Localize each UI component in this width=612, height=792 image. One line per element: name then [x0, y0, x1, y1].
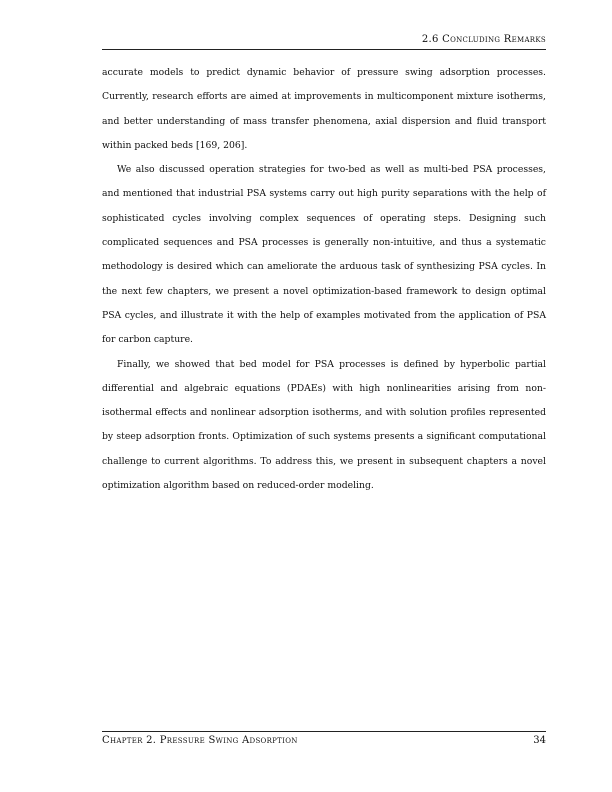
paragraph-operation-strategies: We also discussed operation strategies for two-bed as well as multi-bed PSA processes, and mentioned that industrial PSA systems carry out high purity separations with the help of sophisticated cycles involving complex sequences of operating steps. Designing such complicated sequences and PSA processes is generally non-intuitive, and thus a systematic methodology is desired which can ameliorate the arduous task of synthesizing PSA cycles. In the next few chapters, we present a novel optimization-based framework to design optimal PSA cycles, and illustrate it with the help of examples motivated from the application of PSA for carbon capture.: [102, 164, 546, 346]
paragraph-bed-model: Finally, we showed that bed model for PSA processes is defined by hyperbolic partial differential and algebraic equations (PDAEs) with high nonlinearities arising from non-isothermal effects and nonlinear adsorption isotherms, and with solution profiles represented by steep adsorption fronts. Optimization of such systems presents a significant computational challenge to current algorithms. To address this, we present in subsequent chapters a novel optimization algorithm based on reduced-order modeling.: [102, 358, 546, 492]
page-number: 34: [533, 735, 546, 746]
running-header: 2.6 Concluding Remarks: [421, 34, 546, 45]
header-rule: [102, 49, 546, 50]
paragraph-continued: accurate models to predict dynamic behavior of pressure swing adsorption processes. Currently, research efforts are aimed at improvements in multicomponent mixture isotherms, and better understanding of mass transfer phenomena, axial dispersion and fluid transport within packed beds [169, 206].: [102, 67, 546, 151]
footer-rule: [102, 731, 546, 732]
body-text: [102, 61, 546, 498]
page-footer: [102, 735, 546, 746]
footer-chapter-title: Chapter 2. Pressure Swing Adsorption: [102, 735, 298, 746]
